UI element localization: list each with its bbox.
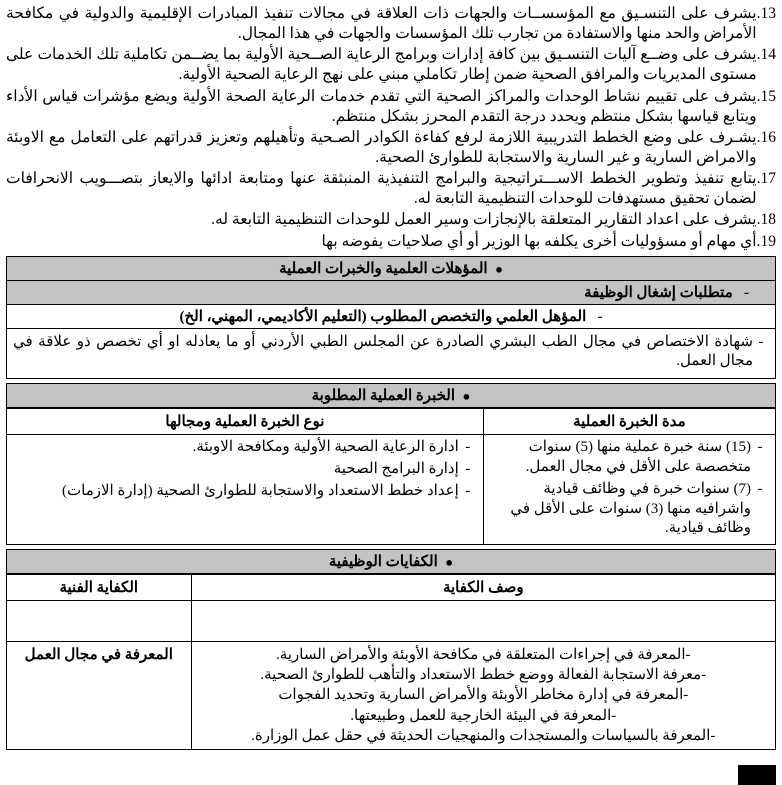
type-item-text: ادارة الرعاية الصحية الأولية ومكافحة الاوبئة. [192, 439, 459, 456]
list-item-text: يشـرف على وضع الخطط التدريبية اللازمة لرفع كفاءة الكوادر الصـحية وتأهيلهم وتعزيز قدراتهم على التعامل مع الاوبئة والامراض السارية و غير السارية والاستجابة للطوارئ الصحية. [6, 128, 757, 166]
list-item [6, 128, 776, 168]
type-item-text: إدارة البرامج الصحية [333, 461, 459, 478]
dash-icon: - [465, 439, 471, 456]
description-line: -المعرفة في إدارة مخاطر الأوبئة والأمراض السارية وتحديد الفجوات [278, 687, 689, 704]
list-item-number: 13. [756, 5, 776, 22]
list-item [6, 45, 776, 85]
list-item [6, 232, 776, 252]
cell-description-empty [191, 601, 775, 642]
list-item [13, 482, 477, 502]
list-item-text: يتابع تنفيذ وتطوير الخطط الاســـتراتيجية والبرامج التنفيذية المنبثقة عنها ومتابعة ادائها والايعاز بتصـــويب الانحرافات لضمان تحقيق مستهدفات للوحدات التنظيمية التابعة له. [6, 170, 757, 208]
table-row [7, 642, 776, 749]
cell-duration [483, 435, 775, 545]
section-header-competencies-label: الكفايات الوظيفية [328, 554, 438, 571]
duration-item-text: (7) سنوات خبرة في وظائف قيادية واشرافيه منها (3) سنوات على الأقل في وظائف قيادية. [510, 480, 751, 537]
table-header-row [7, 575, 776, 601]
cell-description [191, 642, 775, 749]
type-item-text: إعداد خطط الاستعداد والاستجابة للطوارئ الصحية (إدارة الازمات) [62, 482, 459, 499]
type-list [13, 438, 477, 501]
list-item-number: 18. [756, 211, 776, 229]
list-item-number: 16. [756, 128, 776, 146]
education-text: شهادة الاختصاص في مجال الطب البشري الصادرة عن المجلس الطبي الأردني أو ما يعادله او أي تخصص ذو علاقة في مجال العمل. [13, 333, 753, 370]
column-header-technical: الكفاية الفنية [7, 575, 192, 601]
experience-table [6, 408, 776, 545]
list-item [6, 4, 776, 44]
section-header-requirements [6, 281, 776, 305]
bullet-icon: ● [495, 261, 503, 277]
list-item-text: يشرف على وضــع آليات التنسـيق بين كافة إدارات وبرامج الرعاية الصــحية الأولية بما يضــمن تكاملية تلك الخدمات على مستوى المديريات والمرافق الصحية ضمن إطار تكاملي مبني على نهج الرعاية الصحية الأولية. [6, 46, 757, 84]
duration-item-text: (15) سنة خبرة عملية منها (5) سنوات متخصصة على الأقل في مجال العمل. [525, 439, 751, 476]
section-header-qualifications [6, 256, 776, 281]
section-header-experience [6, 383, 776, 408]
description-line: -معرفة الاستجابة الفعالة ووضع خطط الاستعداد والتأهب للطوارئ الصحية. [260, 667, 707, 684]
list-item [6, 87, 776, 127]
list-item-number: 15. [756, 87, 776, 105]
section-header-qualifications-label: المؤهلات العلمية والخبرات العملية [279, 260, 488, 277]
page-marker [738, 765, 776, 785]
description-line: -المعرفة في البيئة الخارجية للعمل وطبيعتها. [350, 707, 617, 724]
list-item [13, 460, 477, 480]
list-item-text: يشرف على التنسـيق مع المؤسســات والجهات ذات العلاقة في مجالات تنفيذ المبادرات الإقليمية والدولية في مكافحة الأمراض والحد منها والاستفادة من تجارب تلك المؤسسات والجهات في هذا المجال. [6, 5, 757, 43]
table-header-row [7, 409, 776, 435]
list-item [13, 438, 477, 458]
section-header-education-label: المؤهل العلمي والتخصص المطلوب (التعليم الأكاديمي، المهني، الخ) [179, 308, 587, 325]
list-item [490, 438, 769, 478]
duties-list [6, 4, 776, 252]
dash-icon: - [757, 439, 763, 456]
list-item-number: 17. [756, 170, 776, 188]
section-header-experience-label: الخبرة العملية المطلوبة [311, 388, 456, 405]
education-text-box [6, 329, 776, 380]
list-item-number: 14. [756, 46, 776, 64]
cell-type [7, 435, 484, 545]
dash-icon: - [465, 482, 471, 499]
column-header-description: وصف الكفاية [191, 575, 775, 601]
duration-list [490, 438, 769, 539]
dash-icon: - [757, 480, 763, 497]
cell-technical-empty [7, 601, 192, 642]
table-row [7, 435, 776, 545]
dash-icon: - [597, 308, 603, 325]
description-line: -المعرفة بالسياسات والمستجدات والمنهجيات الحديثة في حقل عمل الوزارة. [251, 727, 716, 744]
section-header-education [6, 305, 776, 329]
bullet-icon: ● [445, 554, 454, 570]
list-item-number: 19. [756, 232, 776, 250]
list-item [490, 480, 769, 539]
section-header-requirements-label: متطلبات إشغال الوظيفة [584, 284, 733, 301]
section-header-competencies [6, 549, 776, 574]
cell-technical: المعرفة في مجال العمل [7, 642, 192, 749]
list-item-text: يشرف على اعداد التقارير المتعلقة بالإنجازات وسير العمل للوحدات التنظيمية التابعة له. [211, 211, 757, 229]
description-line: -المعرفة في إجراءات المتعلقة في مكافحة الأوبئة والأمراض السارية. [276, 647, 691, 664]
column-header-duration: مدة الخبرة العملية [483, 409, 775, 435]
list-item-text: يشرف على تقييم نشاط الوحدات والمراكز الصحية التي تقدم خدمات الرعاية الصحة الأولية ويضع مؤشرات قياس الأداء ويتابع قياسها بشكل منتظم ويحدد درجة التقدم المحرز بشكل منتظم. [6, 87, 757, 125]
list-item-text: أي مهام أو مسؤوليات أخرى يكلفه بها الوزير أو أي صلاحيات يفوضه بها [321, 232, 757, 250]
bullet-icon: ● [462, 388, 471, 404]
column-header-type: نوع الخبرة العملية ومجالها [7, 409, 484, 435]
list-item [6, 169, 776, 209]
competencies-table [6, 574, 776, 749]
dash-icon: - [744, 284, 749, 301]
dash-icon: - [465, 461, 471, 478]
list-item [6, 210, 776, 230]
table-row [7, 601, 776, 642]
dash-icon: - [758, 333, 764, 350]
